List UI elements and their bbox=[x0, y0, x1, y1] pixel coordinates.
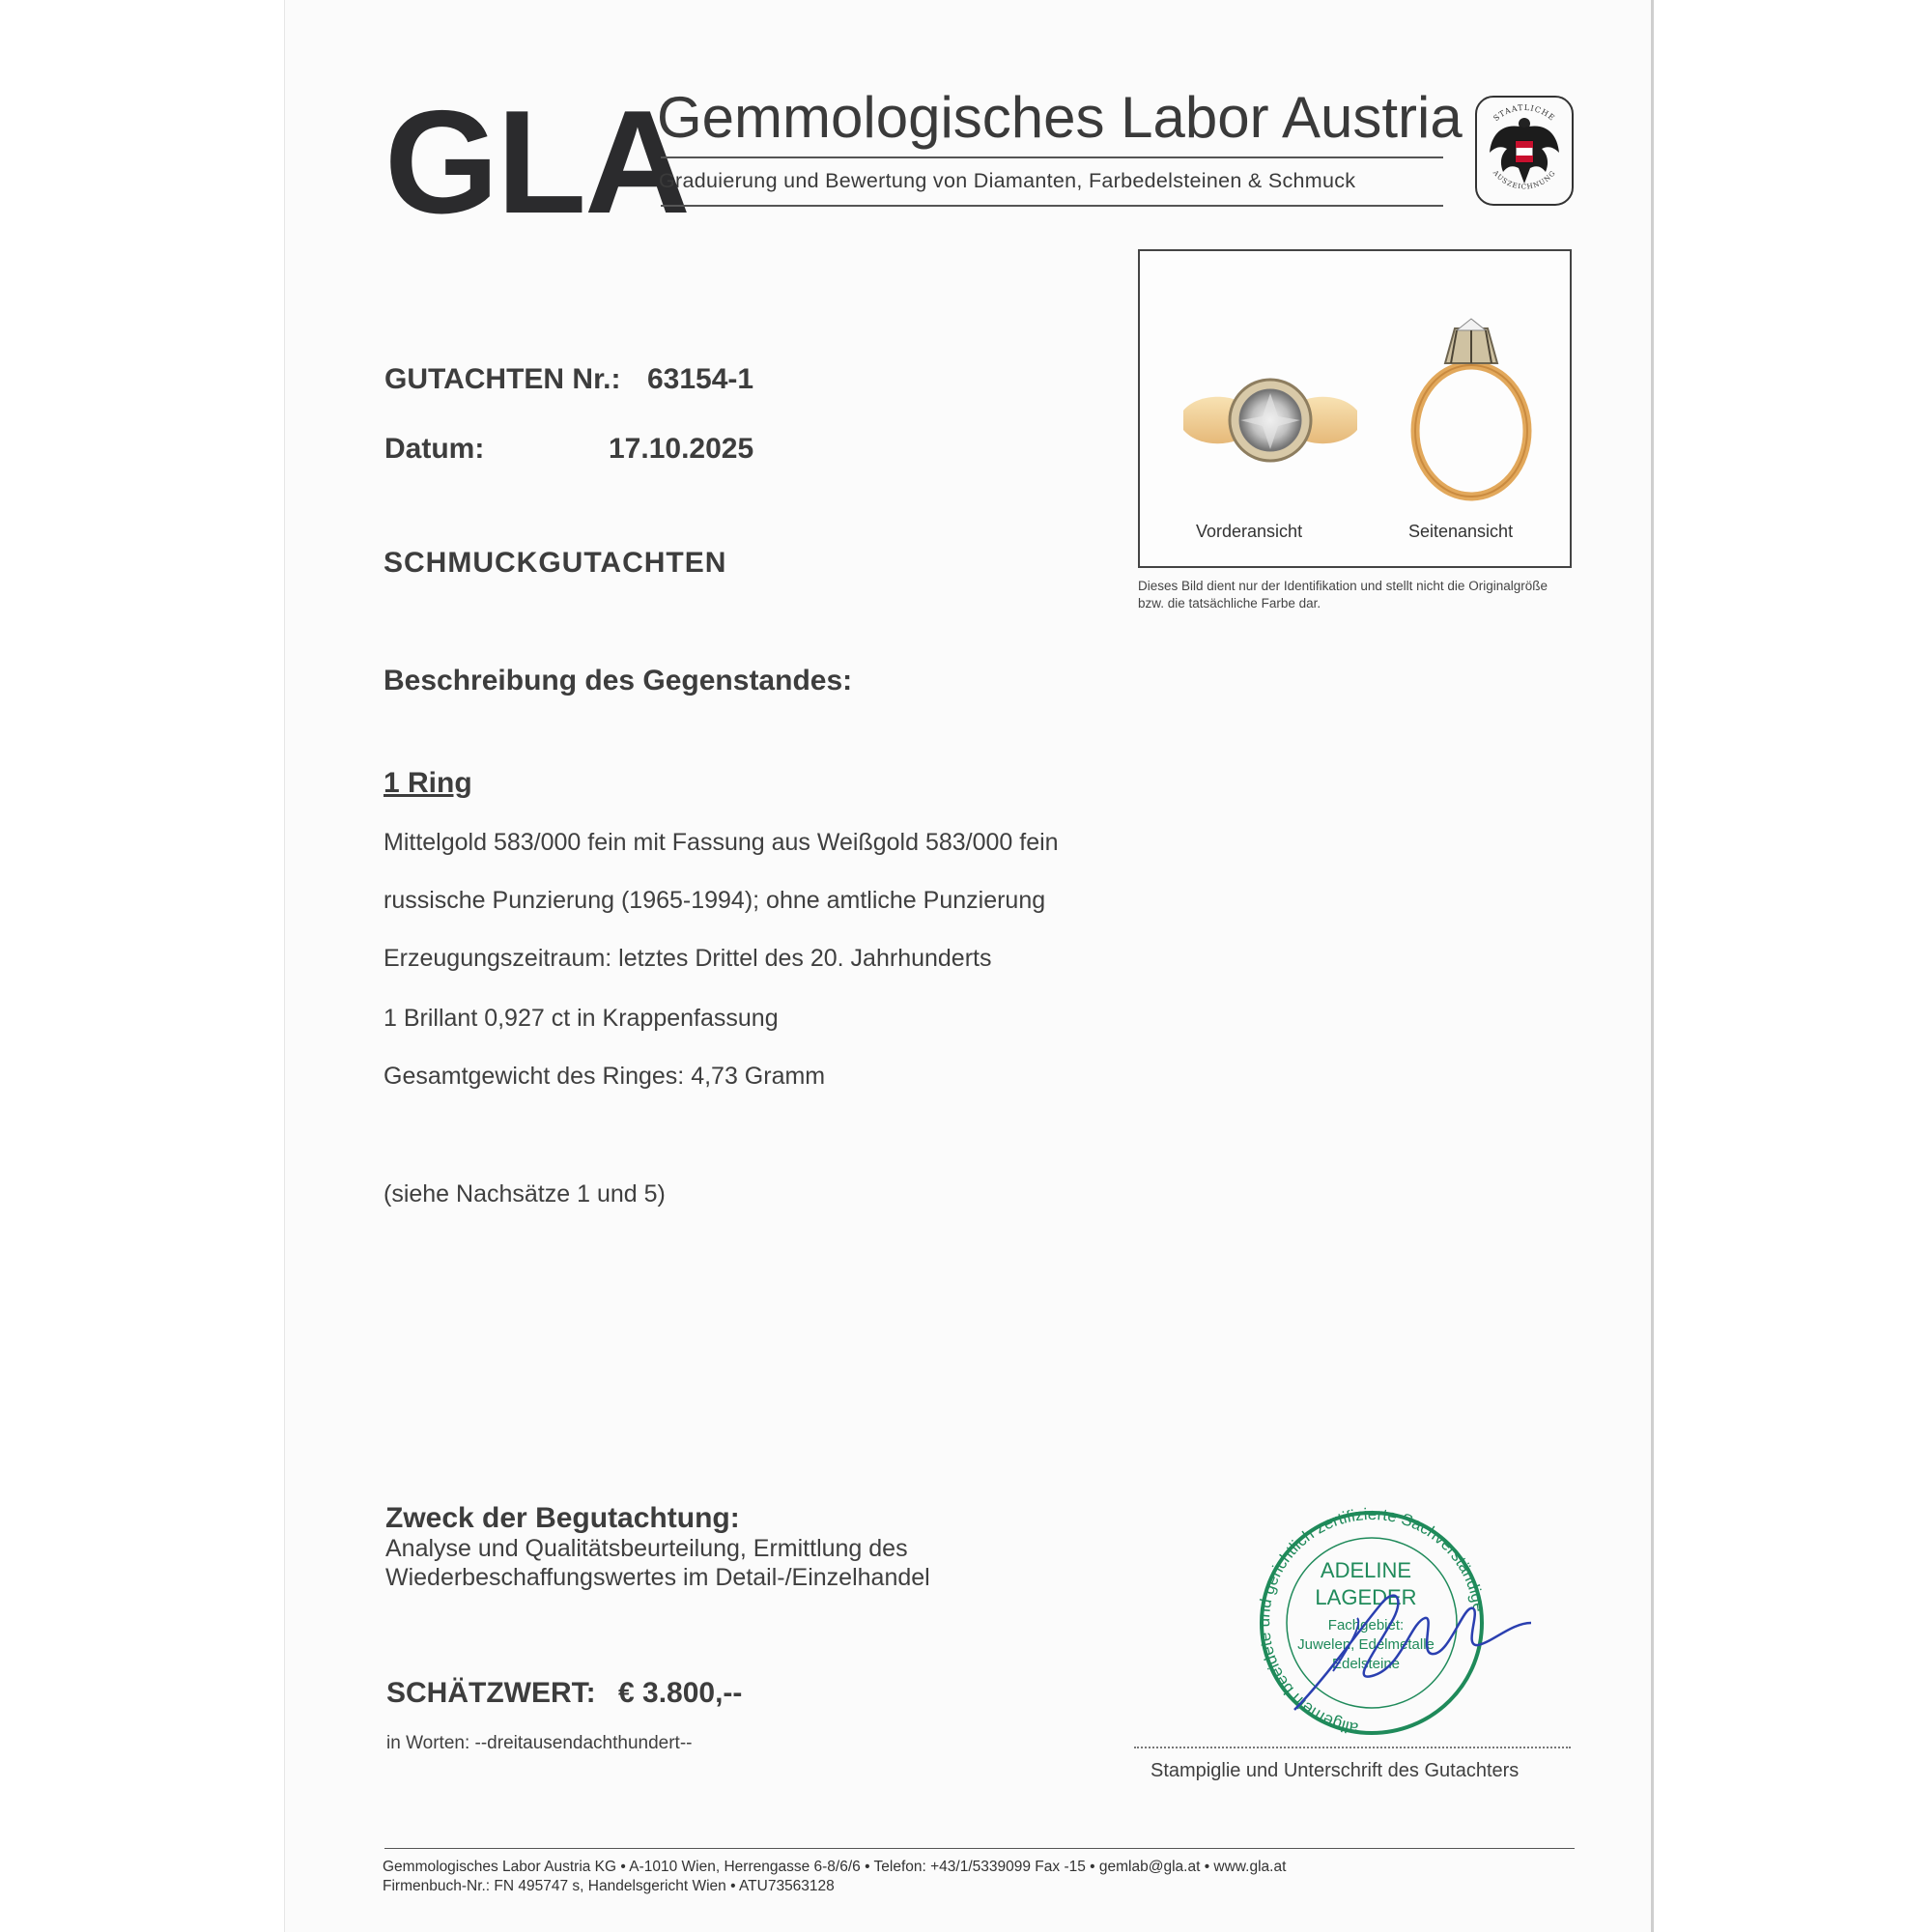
appendix-note: (siehe Nachsätze 1 und 5) bbox=[384, 1180, 666, 1208]
certificate-number-label: GUTACHTEN Nr.: bbox=[384, 363, 621, 395]
certificate-number: 63154-1 bbox=[647, 363, 754, 395]
description-heading: Beschreibung des Gegenstandes: bbox=[384, 665, 853, 696]
valuation-in-words: in Worten: --dreitausendachthundert-- bbox=[386, 1733, 693, 1753]
valuation-value: € 3.800,-- bbox=[618, 1677, 743, 1709]
header-rule-top bbox=[661, 156, 1443, 158]
footer-address: Gemmologisches Labor Austria KG • A-1010 Wien, Herrengasse 6-8/6/6 • Telefon: +43/1/5339099 Fax -15 • gemlab@gla.at • www.gla.at bbox=[383, 1859, 1287, 1875]
photo-disclaimer: Dieses Bild dient nur der Identifikation und stellt nicht die Originalgröße bzw. die tatsächliche Farbe dar. bbox=[1138, 579, 1548, 611]
svg-text:ADELINE: ADELINE bbox=[1320, 1558, 1412, 1582]
svg-text:AUSZEICHNUNG: AUSZEICHNUNG bbox=[1491, 168, 1558, 191]
austrian-eagle-seal-icon bbox=[1474, 95, 1575, 207]
description-line-5: Gesamtgewicht des Ringes: 4,73 Gramm bbox=[384, 1063, 826, 1090]
description-line-4: 1 Brillant 0,927 ct in Krappenfassung bbox=[384, 1005, 779, 1032]
signature-line bbox=[1134, 1747, 1571, 1748]
valuation-label: SCHÄTZWERT: bbox=[386, 1677, 596, 1709]
ring-front-view-image bbox=[1179, 372, 1362, 469]
gla-logo: GLA bbox=[384, 80, 689, 244]
svg-text:Juwelen, Edelmetalle: Juwelen, Edelmetalle bbox=[1297, 1636, 1435, 1653]
ring-side-view-image bbox=[1399, 317, 1544, 505]
purpose-heading: Zweck der Begutachtung: bbox=[385, 1502, 740, 1534]
expert-signature bbox=[1265, 1565, 1536, 1729]
document-type: SCHMUCKGUTACHTEN bbox=[384, 547, 727, 579]
signature-caption: Stampiglie und Unterschrift des Gutachters bbox=[1151, 1760, 1520, 1781]
description-line-3: Erzeugungszeitraum: letztes Drittel des 20. Jahrhunderts bbox=[384, 945, 992, 972]
item-photo-box bbox=[1138, 249, 1572, 568]
side-view-caption: Seitenansicht bbox=[1408, 522, 1514, 541]
svg-text:allgemein beeidete und gericht: allgemein beeidete und gerichtlich zertifizierte Sachverständige bbox=[1255, 1504, 1489, 1739]
item-title: 1 Ring bbox=[384, 767, 472, 799]
description-line-1: Mittelgold 583/000 fein mit Fassung aus Weißgold 583/000 fein bbox=[384, 829, 1059, 856]
footer-registration: Firmenbuch-Nr.: FN 495747 s, Handelsgericht Wien • ATU73563128 bbox=[383, 1878, 835, 1894]
header-rule-bottom bbox=[661, 205, 1443, 207]
svg-text:Fachgebiet:: Fachgebiet: bbox=[1327, 1617, 1405, 1634]
purpose-line-2: Wiederbeschaffungswertes im Detail-/Einzelhandel bbox=[385, 1564, 930, 1591]
lab-tagline: Graduierung und Bewertung von Diamanten, Farbedelsteinen & Schmuck bbox=[659, 169, 1356, 192]
front-view-caption: Vorderansicht bbox=[1196, 522, 1303, 541]
certificate-date: 17.10.2025 bbox=[609, 433, 754, 465]
purpose-line-1: Analyse und Qualitätsbeurteilung, Ermittlung des bbox=[385, 1535, 908, 1562]
svg-text:STAATLICHE: STAATLICHE bbox=[1492, 102, 1557, 124]
description-line-2: russische Punzierung (1965-1994); ohne amtliche Punzierung bbox=[384, 887, 1046, 914]
footer-rule bbox=[384, 1848, 1575, 1849]
date-label: Datum: bbox=[384, 433, 485, 465]
lab-name: Gemmologisches Labor Austria bbox=[657, 85, 1463, 150]
svg-text:Edelsteine: Edelsteine bbox=[1331, 1656, 1401, 1672]
svg-text:LAGEDER: LAGEDER bbox=[1315, 1585, 1417, 1609]
